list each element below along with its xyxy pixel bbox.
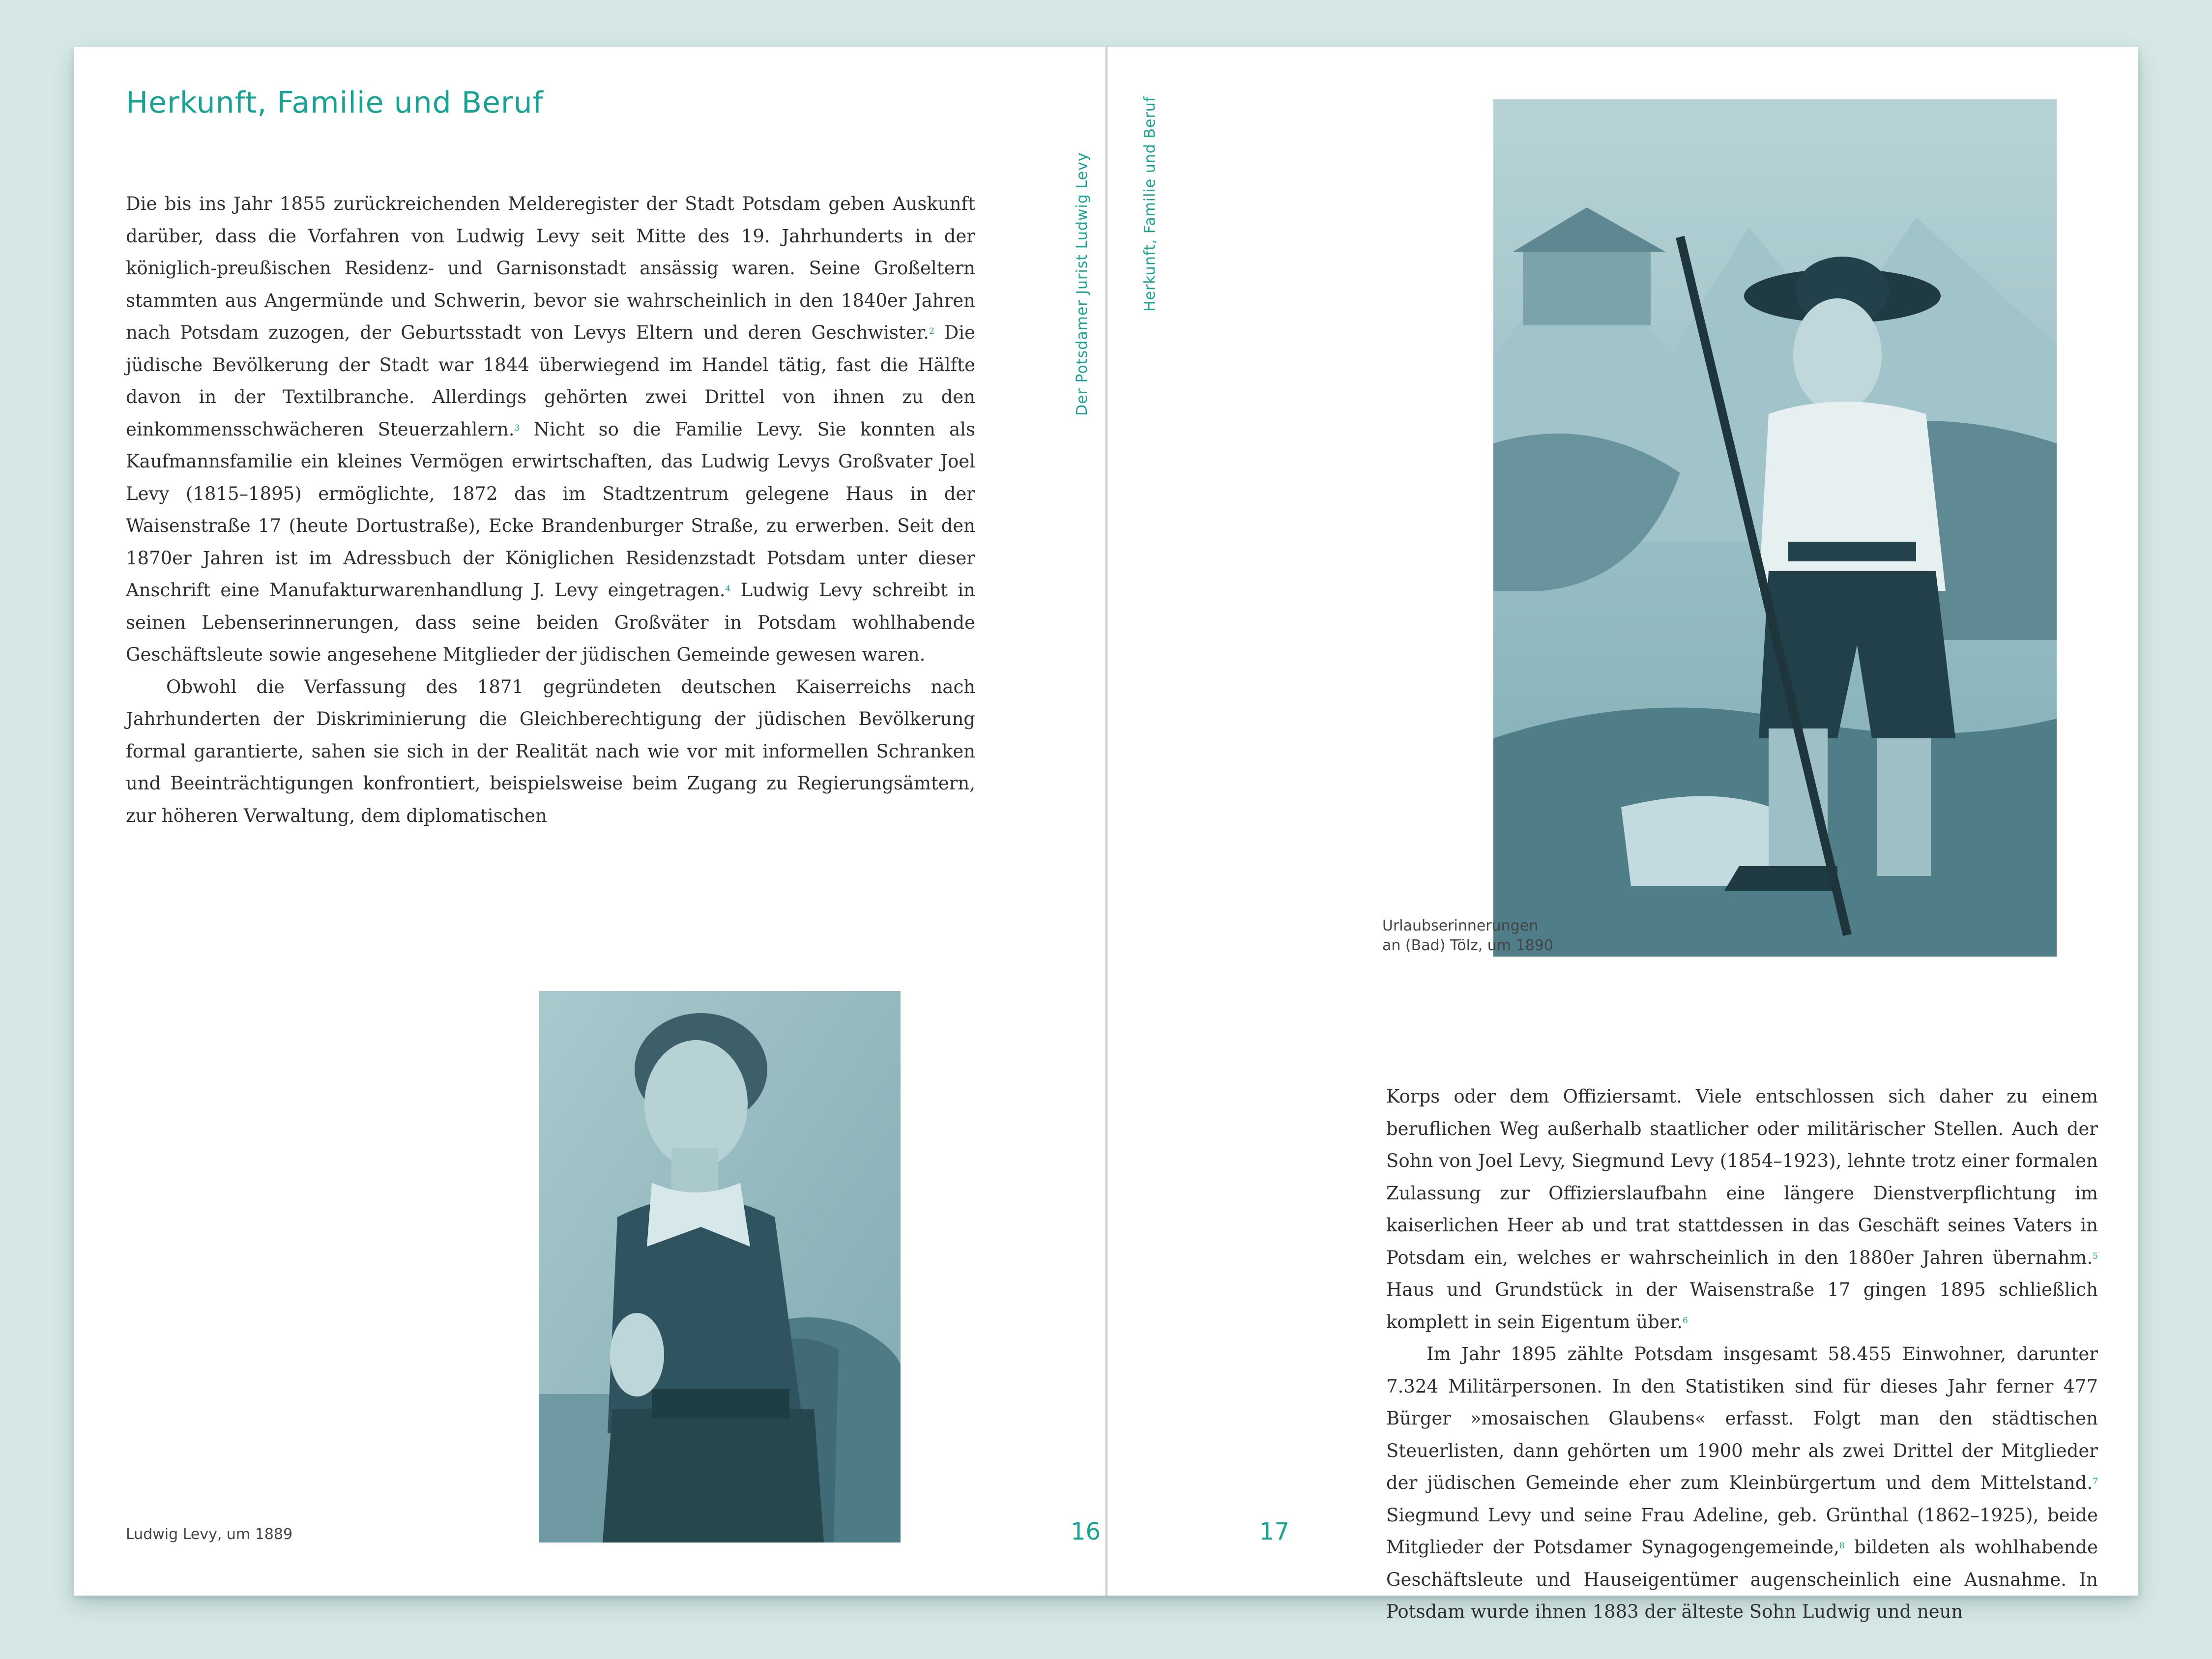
- paragraph: Obwohl die Verfassung des 1871 gegründeten deutschen Kaiserreichs nach Jahrhunderten der Diskriminierung die Gleichberechtigung der jüdischen Bevölkerung formal garantierte, sahen sie sich in der Realität nach wie vor mit informellen Schranken und Beeinträchtigungen konfrontiert, beispielsweise beim Zugang zu Regierungsämtern, zur höheren Verwaltung, dem diplomatischen: [126, 676, 975, 826]
- right-page: [1106, 47, 2138, 1622]
- paragraph: Im Jahr 1895 zählte Potsdam insgesamt 58.455 Einwohner, darunter 7.324 Militärpersonen. In den Statistiken sind für dieses Jahr ferner 477 Bürger »mosaischen Glaubens« erfasst. Folgt man den städtischen Steuerlisten, dann gehörten um 1900 mehr als zwei Drittel der Mitglieder der jüdischen Gemeinde eher zum Kleinbürgertum und dem Mittelstand.$^7$ Siegmund Levy und seine Frau Adeline, geb. Grünthal (1862–1925), beide Mitglieder der Potsdamer Synagogengemeinde,$^8$ bildeten als wohlhabende Geschäftsleute und Hauseigentümer augenscheinlich eine Ausnahme. In Potsdam wurde ihnen 1883 der älteste Sohn Ludwig und neun: [1386, 1343, 2098, 1622]
- caption-left: Ludwig Levy, um 1889: [126, 1526, 293, 1543]
- caption-line: Urlaubserinnerungen: [1382, 917, 1539, 934]
- paragraph: Korps oder dem Offiziersamt. Viele entschlossen sich daher zu einem beruflichen Weg außerhalb staatlicher oder militärischer Stellen. Auch der Sohn von Joel Levy, Siegmund Levy (1854–1923), lehnte trotz einer formalen Zulassung zur Offizierslaufbahn eine längere Dienstverpflichtung im kaiserlichen Heer ab und trat stattdessen in das Geschäft seines Vaters in Potsdam ein, welches er wahrscheinlich in den 1880er Jahren übernahm.$^5$ Haus und Grundstück in der Waisenstraße 17 gingen 1895 schließlich komplett in sein Eigentum über.$^6$: [1386, 1086, 2098, 1333]
- paragraph: Die bis ins Jahr 1855 zurückreichenden Melderegister der Stadt Potsdam geben Auskunft darüber, dass die Vorfahren von Ludwig Levy seit Mitte des 19. Jahrhunderts in der königlich-preußischen Residenz- und Garnisonstadt ansässig waren. Seine Großeltern stammten aus Angermünde und Schwerin, bevor sie wahrscheinlich in den 1840er Jahren nach Potsdam zuzogen, der Geburtsstadt von Levys Eltern und deren Geschwister.$^2$ Die jüdische Bevölkerung der Stadt war 1844 überwiegend im Handel tätig, fast die Hälfte davon in der Textilbranche. Allerdings gehörten zwei Drittel von ihnen zu den einkommensschwächeren Steuerzahlern.$^3$ Nicht so die Familie Levy. Sie konnten als Kaufmannsfamilie ein kleines Vermögen erwirtschaften, das Ludwig Levys Großvater Joel Levy (1815–1895) ermöglichte, 1872 das im Stadtzentrum gelegene Haus in der Waisenstraße 17 (heute Dortustraße), Ecke Brandenburger Straße, zu erwerben. Seit den 1870er Jahren ist im Adressbuch der Königlichen Residenzstadt Potsdam unter dieser Anschrift eine Manufakturwarenhandlung J. Levy eingetragen.$^4$ Ludwig Levy schreibt in seinen Lebenserinnerungen, dass seine beiden Großväter in Potsdam wohlhabende Geschäftsleute sowie angesehene Mitglieder der jüdischen Gemeinde gewesen waren.: [126, 193, 976, 665]
- running-title-right: Herkunft, Familie und Beruf: [1141, 96, 1159, 312]
- page-number-right: 17: [1259, 1518, 1290, 1545]
- chapter-heading: Herkunft, Familie und Beruf: [126, 86, 544, 120]
- left-page: [74, 47, 1106, 1596]
- right-body-text: [1386, 1080, 2098, 1628]
- photo-ludwig-levy-child: [539, 991, 901, 1543]
- caption-line: an (Bad) Tölz, um 1890: [1382, 937, 1553, 954]
- left-body-text: [126, 188, 975, 832]
- caption-right: [1382, 916, 1553, 956]
- page-number-left: 16: [1071, 1518, 1101, 1545]
- book-spread: [74, 47, 2138, 1622]
- running-title-left: Der Potsdamer Jurist Ludwig Levy: [1074, 152, 1091, 416]
- photo-bad-toelz-boy: [1493, 99, 2057, 957]
- book-spine: [1105, 47, 1108, 1596]
